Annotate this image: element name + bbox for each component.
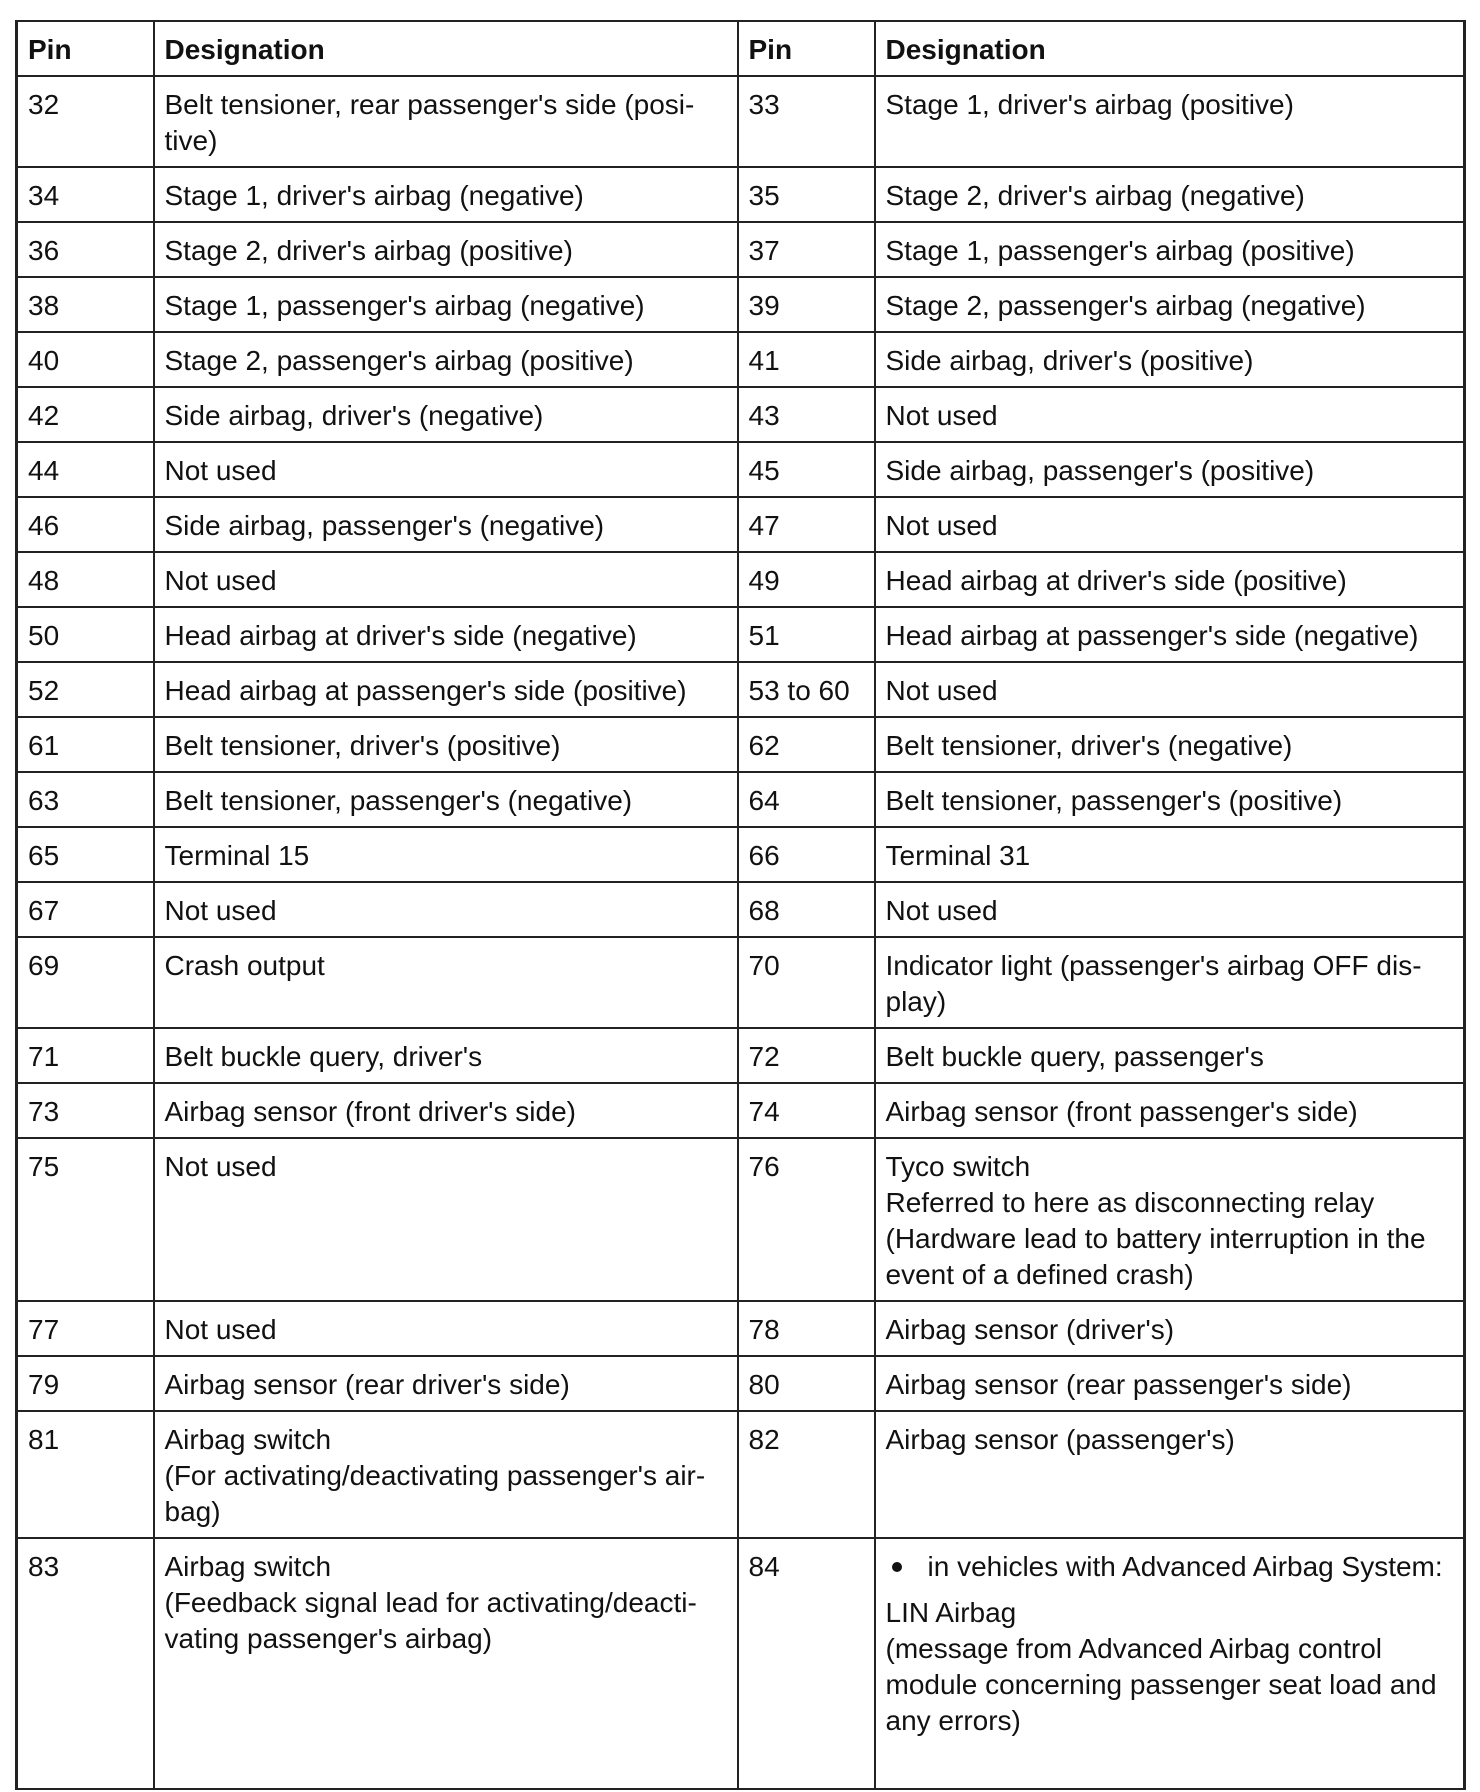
designation-cell-right [875, 1028, 1465, 1083]
pin-cell-left: 73 [17, 1083, 154, 1138]
table-row [17, 442, 1465, 497]
designation-cell-left [154, 167, 738, 222]
designation-cell-right [875, 827, 1465, 882]
pin-cell-left: 75 [17, 1138, 154, 1301]
pin-cell-left: 42 [17, 387, 154, 442]
header-pin-right: Pin [738, 21, 875, 76]
designation-line: Not used [164, 1151, 277, 1182]
pin-cell-right: 66 [738, 827, 875, 882]
pin-cell-left: 81 [17, 1411, 154, 1538]
pin-cell-left: 77 [17, 1301, 154, 1356]
designation-line: Airbag sensor (driver's) [885, 1314, 1175, 1345]
designation-cell-right [875, 1538, 1465, 1789]
pin-cell-left: 71 [17, 1028, 154, 1083]
pin-cell-left: 38 [17, 277, 154, 332]
pin-cell-left: 40 [17, 332, 154, 387]
designation-cell-left [154, 222, 738, 277]
designation-line: Stage 1, passenger's airbag (negative) [164, 290, 645, 321]
table-row [17, 222, 1465, 277]
designation-line: (Feedback signal lead for activating/deacti- [164, 1587, 697, 1618]
designation-line: Airbag sensor (rear driver's side) [164, 1369, 570, 1400]
designation-line: Belt tensioner, rear passenger's side (posi- [164, 89, 695, 120]
pin-cell-right: 37 [738, 222, 875, 277]
designation-line: Indicator light (passenger's airbag OFF dis- [885, 950, 1422, 981]
pin-cell-right: 76 [738, 1138, 875, 1301]
designation-line: Not used [885, 400, 998, 431]
table-row [17, 332, 1465, 387]
designation-line: Airbag sensor (passenger's) [885, 1424, 1235, 1455]
designation-line: Not used [164, 565, 277, 596]
designation-cell-right [875, 772, 1465, 827]
designation-line: Side airbag, driver's (negative) [164, 400, 544, 431]
header-pin-left: Pin [17, 21, 154, 76]
designation-line: (Hardware lead to battery interruption in the [885, 1223, 1426, 1254]
designation-cell-left [154, 1301, 738, 1356]
table-row [17, 1538, 1465, 1789]
designation-line: Head airbag at passenger's side (positive) [164, 675, 687, 706]
designation-cell-left [154, 277, 738, 332]
designation-line: Belt tensioner, passenger's (negative) [164, 785, 633, 816]
designation-cell-left [154, 497, 738, 552]
designation-cell-right [875, 222, 1465, 277]
table-row [17, 607, 1465, 662]
pin-cell-left: 46 [17, 497, 154, 552]
designation-line: Stage 2, passenger's airbag (positive) [164, 345, 634, 376]
designation-cell-right [875, 387, 1465, 442]
bullet-item [886, 1549, 1454, 1585]
table-row [17, 717, 1465, 772]
designation-line: Not used [885, 895, 998, 926]
designation-line: Head airbag at driver's side (positive) [885, 565, 1347, 596]
designation-line: Airbag sensor (front driver's side) [164, 1096, 576, 1127]
pin-cell-left: 32 [17, 76, 154, 167]
designation-line: (For activating/deactivating passenger's air- [164, 1460, 706, 1491]
designation-cell-right [875, 662, 1465, 717]
table-row [17, 882, 1465, 937]
designation-cell-right [875, 332, 1465, 387]
pin-cell-right: 53 to 60 [738, 662, 875, 717]
designation-cell-left [154, 772, 738, 827]
designation-line: (message from Advanced Airbag control [885, 1633, 1382, 1664]
designation-line: Stage 2, driver's airbag (positive) [164, 235, 573, 266]
designation-line: Side airbag, driver's (positive) [885, 345, 1254, 376]
pin-cell-right: 39 [738, 277, 875, 332]
designation-cell-left [154, 607, 738, 662]
pin-cell-right: 33 [738, 76, 875, 167]
table-row [17, 772, 1465, 827]
table-row [17, 1301, 1465, 1356]
designation-cell-left [154, 1083, 738, 1138]
designation-line: Terminal 31 [885, 840, 1031, 871]
designation-cell-left [154, 662, 738, 717]
pin-cell-right: 51 [738, 607, 875, 662]
designation-line: Belt tensioner, driver's (positive) [164, 730, 561, 761]
designation-line: Tyco switch [885, 1151, 1031, 1182]
designation-line: Terminal 15 [164, 840, 310, 871]
designation-line: Stage 1, passenger's airbag (positive) [885, 235, 1355, 266]
pin-cell-left: 65 [17, 827, 154, 882]
designation-cell-left [154, 717, 738, 772]
designation-cell-left [154, 552, 738, 607]
designation-cell-left [154, 76, 738, 167]
table-row [17, 937, 1465, 1028]
designation-line: play) [885, 986, 947, 1017]
designation-cell-right [875, 717, 1465, 772]
designation-cell-left [154, 937, 738, 1028]
table-row [17, 497, 1465, 552]
table-row [17, 1083, 1465, 1138]
designation-line: Side airbag, passenger's (negative) [164, 510, 605, 541]
designation-cell-right [875, 76, 1465, 167]
pin-cell-left: 79 [17, 1356, 154, 1411]
designation-line: Stage 1, driver's airbag (negative) [164, 180, 584, 211]
designation-cell-right [875, 1411, 1465, 1538]
designation-cell-left [154, 882, 738, 937]
designation-line: Not used [885, 510, 998, 541]
designation-line: LIN Airbag [885, 1597, 1017, 1628]
pin-cell-right: 80 [738, 1356, 875, 1411]
pin-cell-right: 82 [738, 1411, 875, 1538]
table-row [17, 277, 1465, 332]
designation-line: Stage 1, driver's airbag (positive) [885, 89, 1294, 120]
table-row [17, 1411, 1465, 1538]
pin-cell-left: 83 [17, 1538, 154, 1789]
table-row [17, 1028, 1465, 1083]
table-row [17, 1138, 1465, 1301]
pin-cell-left: 52 [17, 662, 154, 717]
pin-cell-right: 35 [738, 167, 875, 222]
pin-cell-right: 49 [738, 552, 875, 607]
designation-line: tive) [164, 125, 218, 156]
designation-cell-right [875, 442, 1465, 497]
designation-line: any errors) [885, 1705, 1021, 1736]
designation-line: Airbag switch [164, 1424, 332, 1455]
pin-cell-left: 48 [17, 552, 154, 607]
bullet-text: in vehicles with Advanced Airbag System: [927, 1551, 1443, 1582]
pin-cell-right: 74 [738, 1083, 875, 1138]
designation-cell-right [875, 607, 1465, 662]
designation-cell-right [875, 937, 1465, 1028]
table-row [17, 1356, 1465, 1411]
table-row [17, 827, 1465, 882]
designation-cell-right [875, 552, 1465, 607]
designation-line: Crash output [164, 950, 325, 981]
pin-cell-right: 43 [738, 387, 875, 442]
pin-cell-left: 69 [17, 937, 154, 1028]
designation-line: Not used [885, 675, 998, 706]
designation-cell-left [154, 827, 738, 882]
pin-cell-right: 68 [738, 882, 875, 937]
bullet-icon [892, 1562, 902, 1572]
header-designation-right: Designation [875, 21, 1465, 76]
pin-cell-right: 84 [738, 1538, 875, 1789]
designation-line: Head airbag at passenger's side (negative) [885, 620, 1419, 651]
pin-assignment-table [15, 20, 1466, 1790]
header-row [17, 21, 1465, 76]
designation-line: Airbag switch [164, 1551, 332, 1582]
designation-line: Belt tensioner, passenger's (positive) [885, 785, 1343, 816]
designation-line: Referred to here as disconnecting relay [885, 1187, 1375, 1218]
pin-cell-right: 62 [738, 717, 875, 772]
designation-cell-right [875, 1138, 1465, 1301]
designation-cell-right [875, 882, 1465, 937]
table-body [17, 76, 1465, 1789]
designation-line: event of a defined crash) [885, 1259, 1194, 1290]
designation-cell-right [875, 497, 1465, 552]
table-row [17, 167, 1465, 222]
pin-cell-left: 34 [17, 167, 154, 222]
designation-cell-left [154, 1138, 738, 1301]
table-row [17, 552, 1465, 607]
designation-line: Airbag sensor (front passenger's side) [885, 1096, 1358, 1127]
pin-cell-left: 36 [17, 222, 154, 277]
designation-cell-right [875, 1301, 1465, 1356]
table-row [17, 76, 1465, 167]
designation-cell-left [154, 387, 738, 442]
pin-cell-right: 64 [738, 772, 875, 827]
designation-line: bag) [164, 1496, 221, 1527]
designation-cell-left [154, 1411, 738, 1538]
designation-line: Not used [164, 895, 277, 926]
designation-line: Stage 2, passenger's airbag (negative) [885, 290, 1366, 321]
designation-line: vating passenger's airbag) [164, 1623, 493, 1654]
pin-cell-right: 45 [738, 442, 875, 497]
pin-cell-left: 44 [17, 442, 154, 497]
designation-line: Not used [164, 455, 277, 486]
designation-cell-left [154, 332, 738, 387]
pin-cell-right: 78 [738, 1301, 875, 1356]
pin-cell-left: 61 [17, 717, 154, 772]
table-row [17, 387, 1465, 442]
designation-cell-left [154, 1538, 738, 1789]
pin-cell-left: 67 [17, 882, 154, 937]
designation-line: Head airbag at driver's side (negative) [164, 620, 637, 651]
designation-line: Belt tensioner, driver's (negative) [885, 730, 1293, 761]
header-designation-left: Designation [154, 21, 738, 76]
designation-cell-right [875, 277, 1465, 332]
designation-line: Airbag sensor (rear passenger's side) [885, 1369, 1352, 1400]
designation-cell-left [154, 1028, 738, 1083]
table-row [17, 662, 1465, 717]
pin-cell-right: 47 [738, 497, 875, 552]
designation-cell-left [154, 442, 738, 497]
designation-line: module concerning passenger seat load and [885, 1669, 1437, 1700]
designation-line: Not used [164, 1314, 277, 1345]
pin-cell-right: 70 [738, 937, 875, 1028]
designation-line: Stage 2, driver's airbag (negative) [885, 180, 1305, 211]
designation-line: Side airbag, passenger's (positive) [885, 455, 1315, 486]
designation-cell-left [154, 1356, 738, 1411]
designation-cell-right [875, 167, 1465, 222]
designation-line: Belt buckle query, passenger's [885, 1041, 1264, 1072]
pin-cell-left: 50 [17, 607, 154, 662]
pin-cell-right: 72 [738, 1028, 875, 1083]
pin-cell-right: 41 [738, 332, 875, 387]
pin-cell-left: 63 [17, 772, 154, 827]
designation-line: Belt buckle query, driver's [164, 1041, 483, 1072]
designation-cell-right [875, 1356, 1465, 1411]
designation-cell-right [875, 1083, 1465, 1138]
